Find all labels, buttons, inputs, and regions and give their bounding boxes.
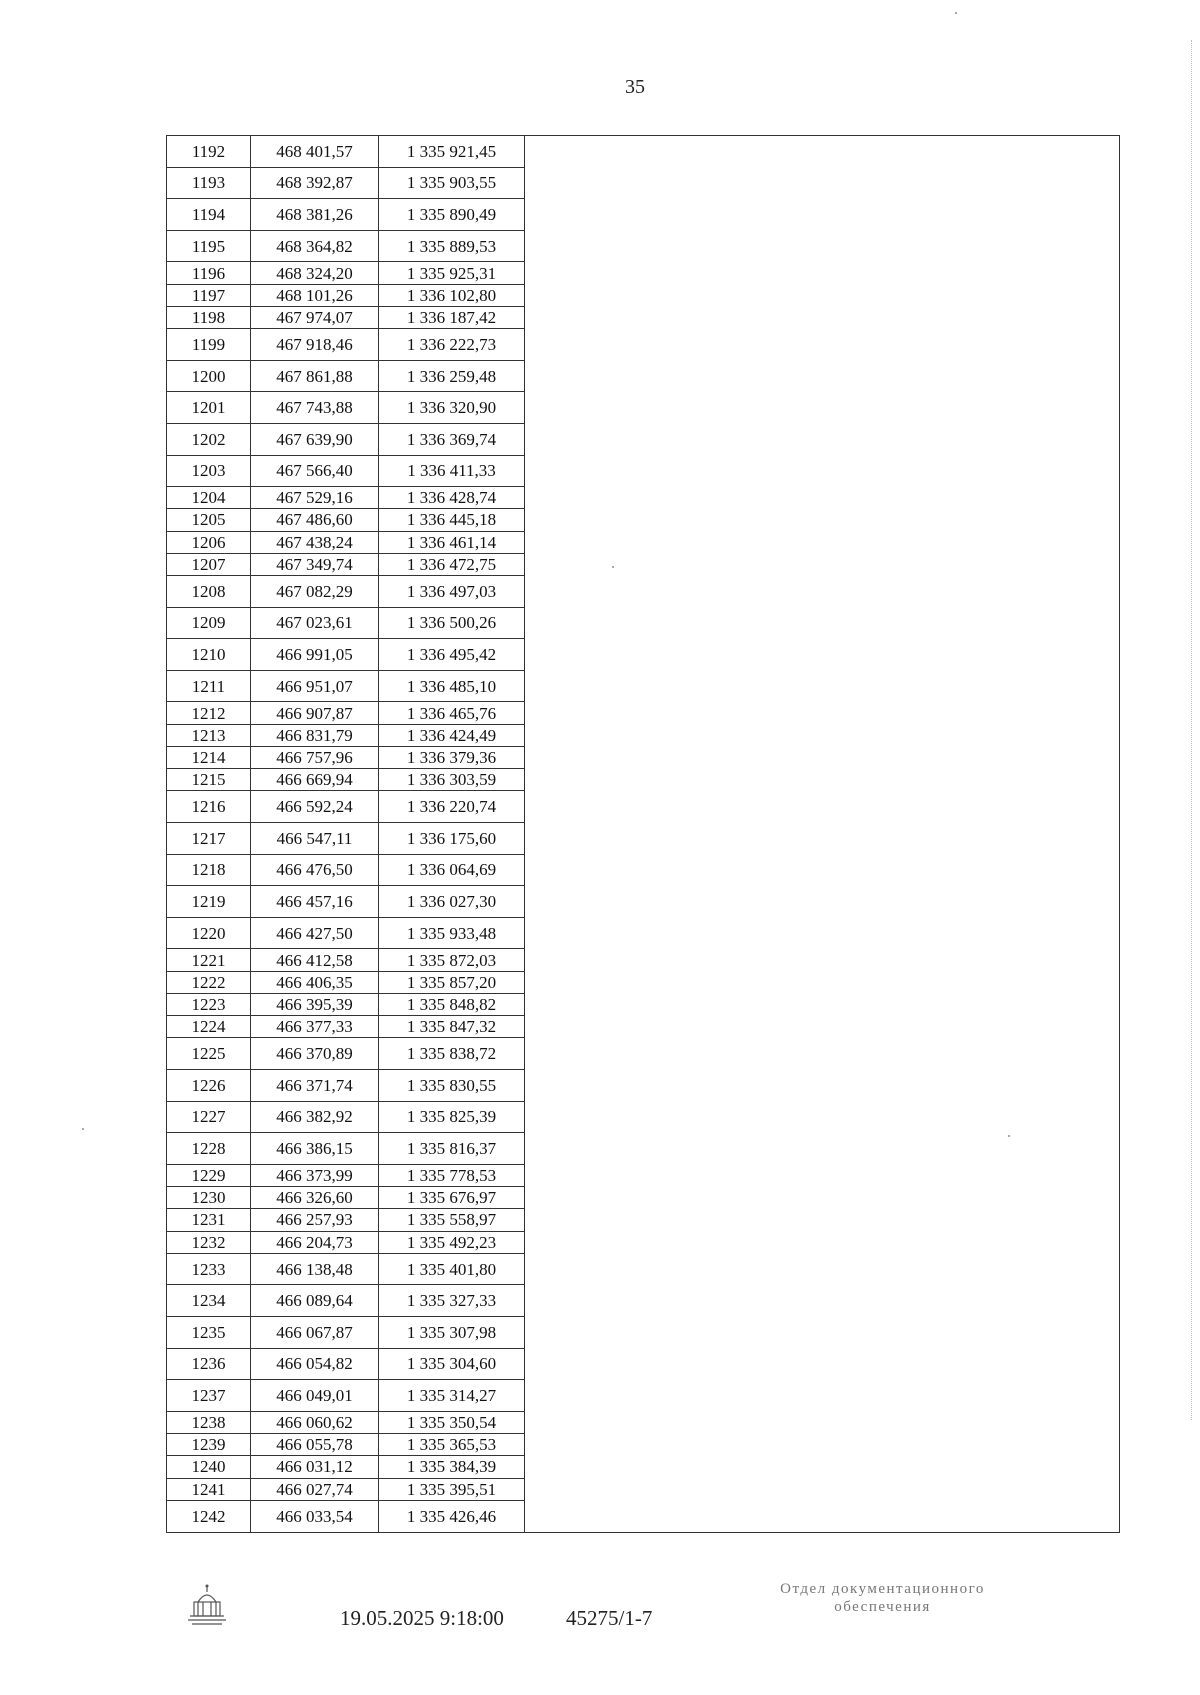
point-number-cell: 1235 [167,1317,251,1349]
table-row [167,1187,525,1209]
table-row [167,1411,525,1433]
x-coordinate-cell: 466 055,78 [251,1434,379,1456]
y-coordinate-cell: 1 335 350,54 [379,1411,525,1433]
x-coordinate-cell: 467 023,61 [251,607,379,639]
point-number-cell: 1199 [167,329,251,361]
y-coordinate-cell: 1 335 925,31 [379,262,525,284]
table-row [167,917,525,949]
x-coordinate-cell: 466 427,50 [251,917,379,949]
y-coordinate-cell: 1 335 921,45 [379,136,525,168]
table-row [167,487,525,509]
table-row [167,423,525,455]
x-coordinate-cell: 466 373,99 [251,1164,379,1186]
table-row [167,993,525,1015]
x-coordinate-cell: 466 406,35 [251,971,379,993]
table-row [167,1317,525,1349]
y-coordinate-cell: 1 336 445,18 [379,509,525,531]
y-coordinate-cell: 1 336 303,59 [379,769,525,791]
x-coordinate-cell: 468 392,87 [251,167,379,199]
table-row [167,167,525,199]
y-coordinate-cell: 1 335 872,03 [379,949,525,971]
x-coordinate-cell: 466 049,01 [251,1380,379,1412]
x-coordinate-cell: 466 991,05 [251,639,379,671]
stamp-line-2: обеспечения [834,1599,931,1615]
point-number-cell: 1221 [167,949,251,971]
table-row [167,1253,525,1285]
table-row [167,886,525,918]
y-coordinate-cell: 1 336 379,36 [379,746,525,768]
y-coordinate-cell: 1 336 259,48 [379,360,525,392]
x-coordinate-cell: 466 067,87 [251,1317,379,1349]
x-coordinate-cell: 466 371,74 [251,1070,379,1102]
y-coordinate-cell: 1 335 676,97 [379,1187,525,1209]
x-coordinate-cell: 468 324,20 [251,262,379,284]
table-row [167,509,525,531]
x-coordinate-cell: 466 386,15 [251,1133,379,1165]
point-number-cell: 1214 [167,746,251,768]
point-number-cell: 1203 [167,455,251,487]
scan-speck [82,1128,84,1130]
point-number-cell: 1200 [167,360,251,392]
table-row [167,284,525,306]
table-row [167,1038,525,1070]
table-row [167,1164,525,1186]
point-number-cell: 1220 [167,917,251,949]
table-row [167,971,525,993]
point-number-cell: 1236 [167,1348,251,1380]
scan-edge-marks [1189,40,1192,1420]
x-coordinate-cell: 466 377,33 [251,1016,379,1038]
table-row [167,1456,525,1478]
y-coordinate-cell: 1 335 307,98 [379,1317,525,1349]
point-number-cell: 1218 [167,854,251,886]
x-coordinate-cell: 467 639,90 [251,423,379,455]
x-coordinate-cell: 466 031,12 [251,1456,379,1478]
y-coordinate-cell: 1 335 816,37 [379,1133,525,1165]
x-coordinate-cell: 466 382,92 [251,1101,379,1133]
y-coordinate-cell: 1 336 220,74 [379,791,525,823]
y-coordinate-cell: 1 336 187,42 [379,306,525,328]
point-number-cell: 1213 [167,724,251,746]
x-coordinate-cell: 466 457,16 [251,886,379,918]
x-coordinate-cell: 466 395,39 [251,993,379,1015]
point-number-cell: 1237 [167,1380,251,1412]
y-coordinate-cell: 1 335 825,39 [379,1101,525,1133]
y-coordinate-cell: 1 336 485,10 [379,670,525,702]
y-coordinate-cell: 1 335 848,82 [379,993,525,1015]
x-coordinate-cell: 466 060,62 [251,1411,379,1433]
y-coordinate-cell: 1 335 327,33 [379,1285,525,1317]
building-logo-icon [184,1582,230,1632]
table-row [167,1133,525,1165]
point-number-cell: 1212 [167,702,251,724]
point-number-cell: 1211 [167,670,251,702]
table-row [167,392,525,424]
x-coordinate-cell: 468 364,82 [251,230,379,262]
point-number-cell: 1215 [167,769,251,791]
table-row [167,360,525,392]
y-coordinate-cell: 1 335 401,80 [379,1253,525,1285]
point-number-cell: 1207 [167,553,251,575]
y-coordinate-cell: 1 336 500,26 [379,607,525,639]
x-coordinate-cell: 466 476,50 [251,854,379,886]
x-coordinate-cell: 466 089,64 [251,1285,379,1317]
x-coordinate-cell: 466 592,24 [251,791,379,823]
point-number-cell: 1238 [167,1411,251,1433]
table-row [167,1348,525,1380]
y-coordinate-cell: 1 335 426,46 [379,1500,525,1532]
point-number-cell: 1239 [167,1434,251,1456]
x-coordinate-cell: 466 757,96 [251,746,379,768]
y-coordinate-cell: 1 335 857,20 [379,971,525,993]
point-number-cell: 1223 [167,993,251,1015]
point-number-cell: 1217 [167,823,251,855]
point-number-cell: 1231 [167,1209,251,1231]
table-row [167,607,525,639]
point-number-cell: 1194 [167,199,251,231]
point-number-cell: 1202 [167,423,251,455]
table-row [167,724,525,746]
table-row [167,854,525,886]
x-coordinate-cell: 467 566,40 [251,455,379,487]
table-row [167,306,525,328]
y-coordinate-cell: 1 336 424,49 [379,724,525,746]
table-row [167,553,525,575]
table-row [167,1016,525,1038]
x-coordinate-cell: 467 349,74 [251,553,379,575]
y-coordinate-cell: 1 335 314,27 [379,1380,525,1412]
x-coordinate-cell: 467 486,60 [251,509,379,531]
department-stamp [745,1580,1020,1616]
scan-speck [955,12,957,14]
x-coordinate-cell: 467 438,24 [251,531,379,553]
point-number-cell: 1228 [167,1133,251,1165]
point-number-cell: 1240 [167,1456,251,1478]
y-coordinate-cell: 1 335 384,39 [379,1456,525,1478]
x-coordinate-cell: 467 529,16 [251,487,379,509]
y-coordinate-cell: 1 335 890,49 [379,199,525,231]
y-coordinate-cell: 1 336 064,69 [379,854,525,886]
y-coordinate-cell: 1 335 492,23 [379,1231,525,1253]
table-row [167,1231,525,1253]
footer-datetime: 19.05.2025 9:18:00 [340,1606,504,1630]
x-coordinate-cell: 467 082,29 [251,576,379,608]
table-row [167,1500,525,1532]
x-coordinate-cell: 466 547,11 [251,823,379,855]
table-row [167,746,525,768]
table-row [167,1070,525,1102]
y-coordinate-cell: 1 336 428,74 [379,487,525,509]
y-coordinate-cell: 1 336 465,76 [379,702,525,724]
x-coordinate-cell: 466 831,79 [251,724,379,746]
point-number-cell: 1206 [167,531,251,553]
x-coordinate-cell: 466 669,94 [251,769,379,791]
table-row [167,823,525,855]
x-coordinate-cell: 466 027,74 [251,1478,379,1500]
table-row [167,329,525,361]
y-coordinate-cell: 1 336 175,60 [379,823,525,855]
point-number-cell: 1193 [167,167,251,199]
table-row [167,639,525,671]
y-coordinate-cell: 1 335 933,48 [379,917,525,949]
y-coordinate-cell: 1 336 497,03 [379,576,525,608]
x-coordinate-cell: 467 974,07 [251,306,379,328]
y-coordinate-cell: 1 335 903,55 [379,167,525,199]
y-coordinate-cell: 1 335 304,60 [379,1348,525,1380]
point-number-cell: 1209 [167,607,251,639]
x-coordinate-cell: 466 951,07 [251,670,379,702]
coordinates-table-body [167,136,525,1533]
point-number-cell: 1208 [167,576,251,608]
y-coordinate-cell: 1 335 830,55 [379,1070,525,1102]
point-number-cell: 1198 [167,306,251,328]
y-coordinate-cell: 1 336 102,80 [379,284,525,306]
point-number-cell: 1205 [167,509,251,531]
table-row [167,531,525,553]
x-coordinate-cell: 466 138,48 [251,1253,379,1285]
y-coordinate-cell: 1 336 472,75 [379,553,525,575]
stamp-line-1: Отдел документационного [780,1581,985,1597]
table-row [167,1434,525,1456]
y-coordinate-cell: 1 335 778,53 [379,1164,525,1186]
x-coordinate-cell: 468 101,26 [251,284,379,306]
x-coordinate-cell: 467 918,46 [251,329,379,361]
footer-document-number: 45275/1-7 [566,1606,653,1630]
x-coordinate-cell: 466 257,93 [251,1209,379,1231]
scan-speck [612,566,614,568]
y-coordinate-cell: 1 335 838,72 [379,1038,525,1070]
table-row [167,769,525,791]
point-number-cell: 1210 [167,639,251,671]
y-coordinate-cell: 1 336 461,14 [379,531,525,553]
y-coordinate-cell: 1 336 320,90 [379,392,525,424]
point-number-cell: 1216 [167,791,251,823]
x-coordinate-cell: 467 743,88 [251,392,379,424]
point-number-cell: 1195 [167,230,251,262]
table-row [167,455,525,487]
point-number-cell: 1197 [167,284,251,306]
table-row [167,1285,525,1317]
table-row [167,670,525,702]
table-row [167,702,525,724]
page-number: 35 [625,76,645,98]
table-row [167,230,525,262]
table-row [167,949,525,971]
y-coordinate-cell: 1 335 847,32 [379,1016,525,1038]
x-coordinate-cell: 466 033,54 [251,1500,379,1532]
y-coordinate-cell: 1 335 395,51 [379,1478,525,1500]
point-number-cell: 1242 [167,1500,251,1532]
coordinates-table [166,135,525,1533]
table-row [167,576,525,608]
y-coordinate-cell: 1 336 495,42 [379,639,525,671]
point-number-cell: 1227 [167,1101,251,1133]
point-number-cell: 1204 [167,487,251,509]
table-row [167,1101,525,1133]
table-row [167,136,525,168]
point-number-cell: 1225 [167,1038,251,1070]
y-coordinate-cell: 1 335 365,53 [379,1434,525,1456]
table-row [167,262,525,284]
point-number-cell: 1222 [167,971,251,993]
x-coordinate-cell: 466 907,87 [251,702,379,724]
point-number-cell: 1234 [167,1285,251,1317]
point-number-cell: 1232 [167,1231,251,1253]
point-number-cell: 1192 [167,136,251,168]
point-number-cell: 1241 [167,1478,251,1500]
y-coordinate-cell: 1 336 222,73 [379,329,525,361]
point-number-cell: 1229 [167,1164,251,1186]
table-row [167,1380,525,1412]
point-number-cell: 1233 [167,1253,251,1285]
x-coordinate-cell: 466 204,73 [251,1231,379,1253]
point-number-cell: 1226 [167,1070,251,1102]
table-row [167,1478,525,1500]
y-coordinate-cell: 1 336 369,74 [379,423,525,455]
point-number-cell: 1230 [167,1187,251,1209]
table-row [167,1209,525,1231]
y-coordinate-cell: 1 336 027,30 [379,886,525,918]
x-coordinate-cell: 466 326,60 [251,1187,379,1209]
table-row [167,199,525,231]
y-coordinate-cell: 1 335 889,53 [379,230,525,262]
table-row [167,791,525,823]
x-coordinate-cell: 467 861,88 [251,360,379,392]
x-coordinate-cell: 468 401,57 [251,136,379,168]
x-coordinate-cell: 468 381,26 [251,199,379,231]
point-number-cell: 1219 [167,886,251,918]
point-number-cell: 1196 [167,262,251,284]
y-coordinate-cell: 1 336 411,33 [379,455,525,487]
point-number-cell: 1224 [167,1016,251,1038]
x-coordinate-cell: 466 054,82 [251,1348,379,1380]
scan-speck [1008,1135,1010,1137]
y-coordinate-cell: 1 335 558,97 [379,1209,525,1231]
point-number-cell: 1201 [167,392,251,424]
x-coordinate-cell: 466 412,58 [251,949,379,971]
x-coordinate-cell: 466 370,89 [251,1038,379,1070]
